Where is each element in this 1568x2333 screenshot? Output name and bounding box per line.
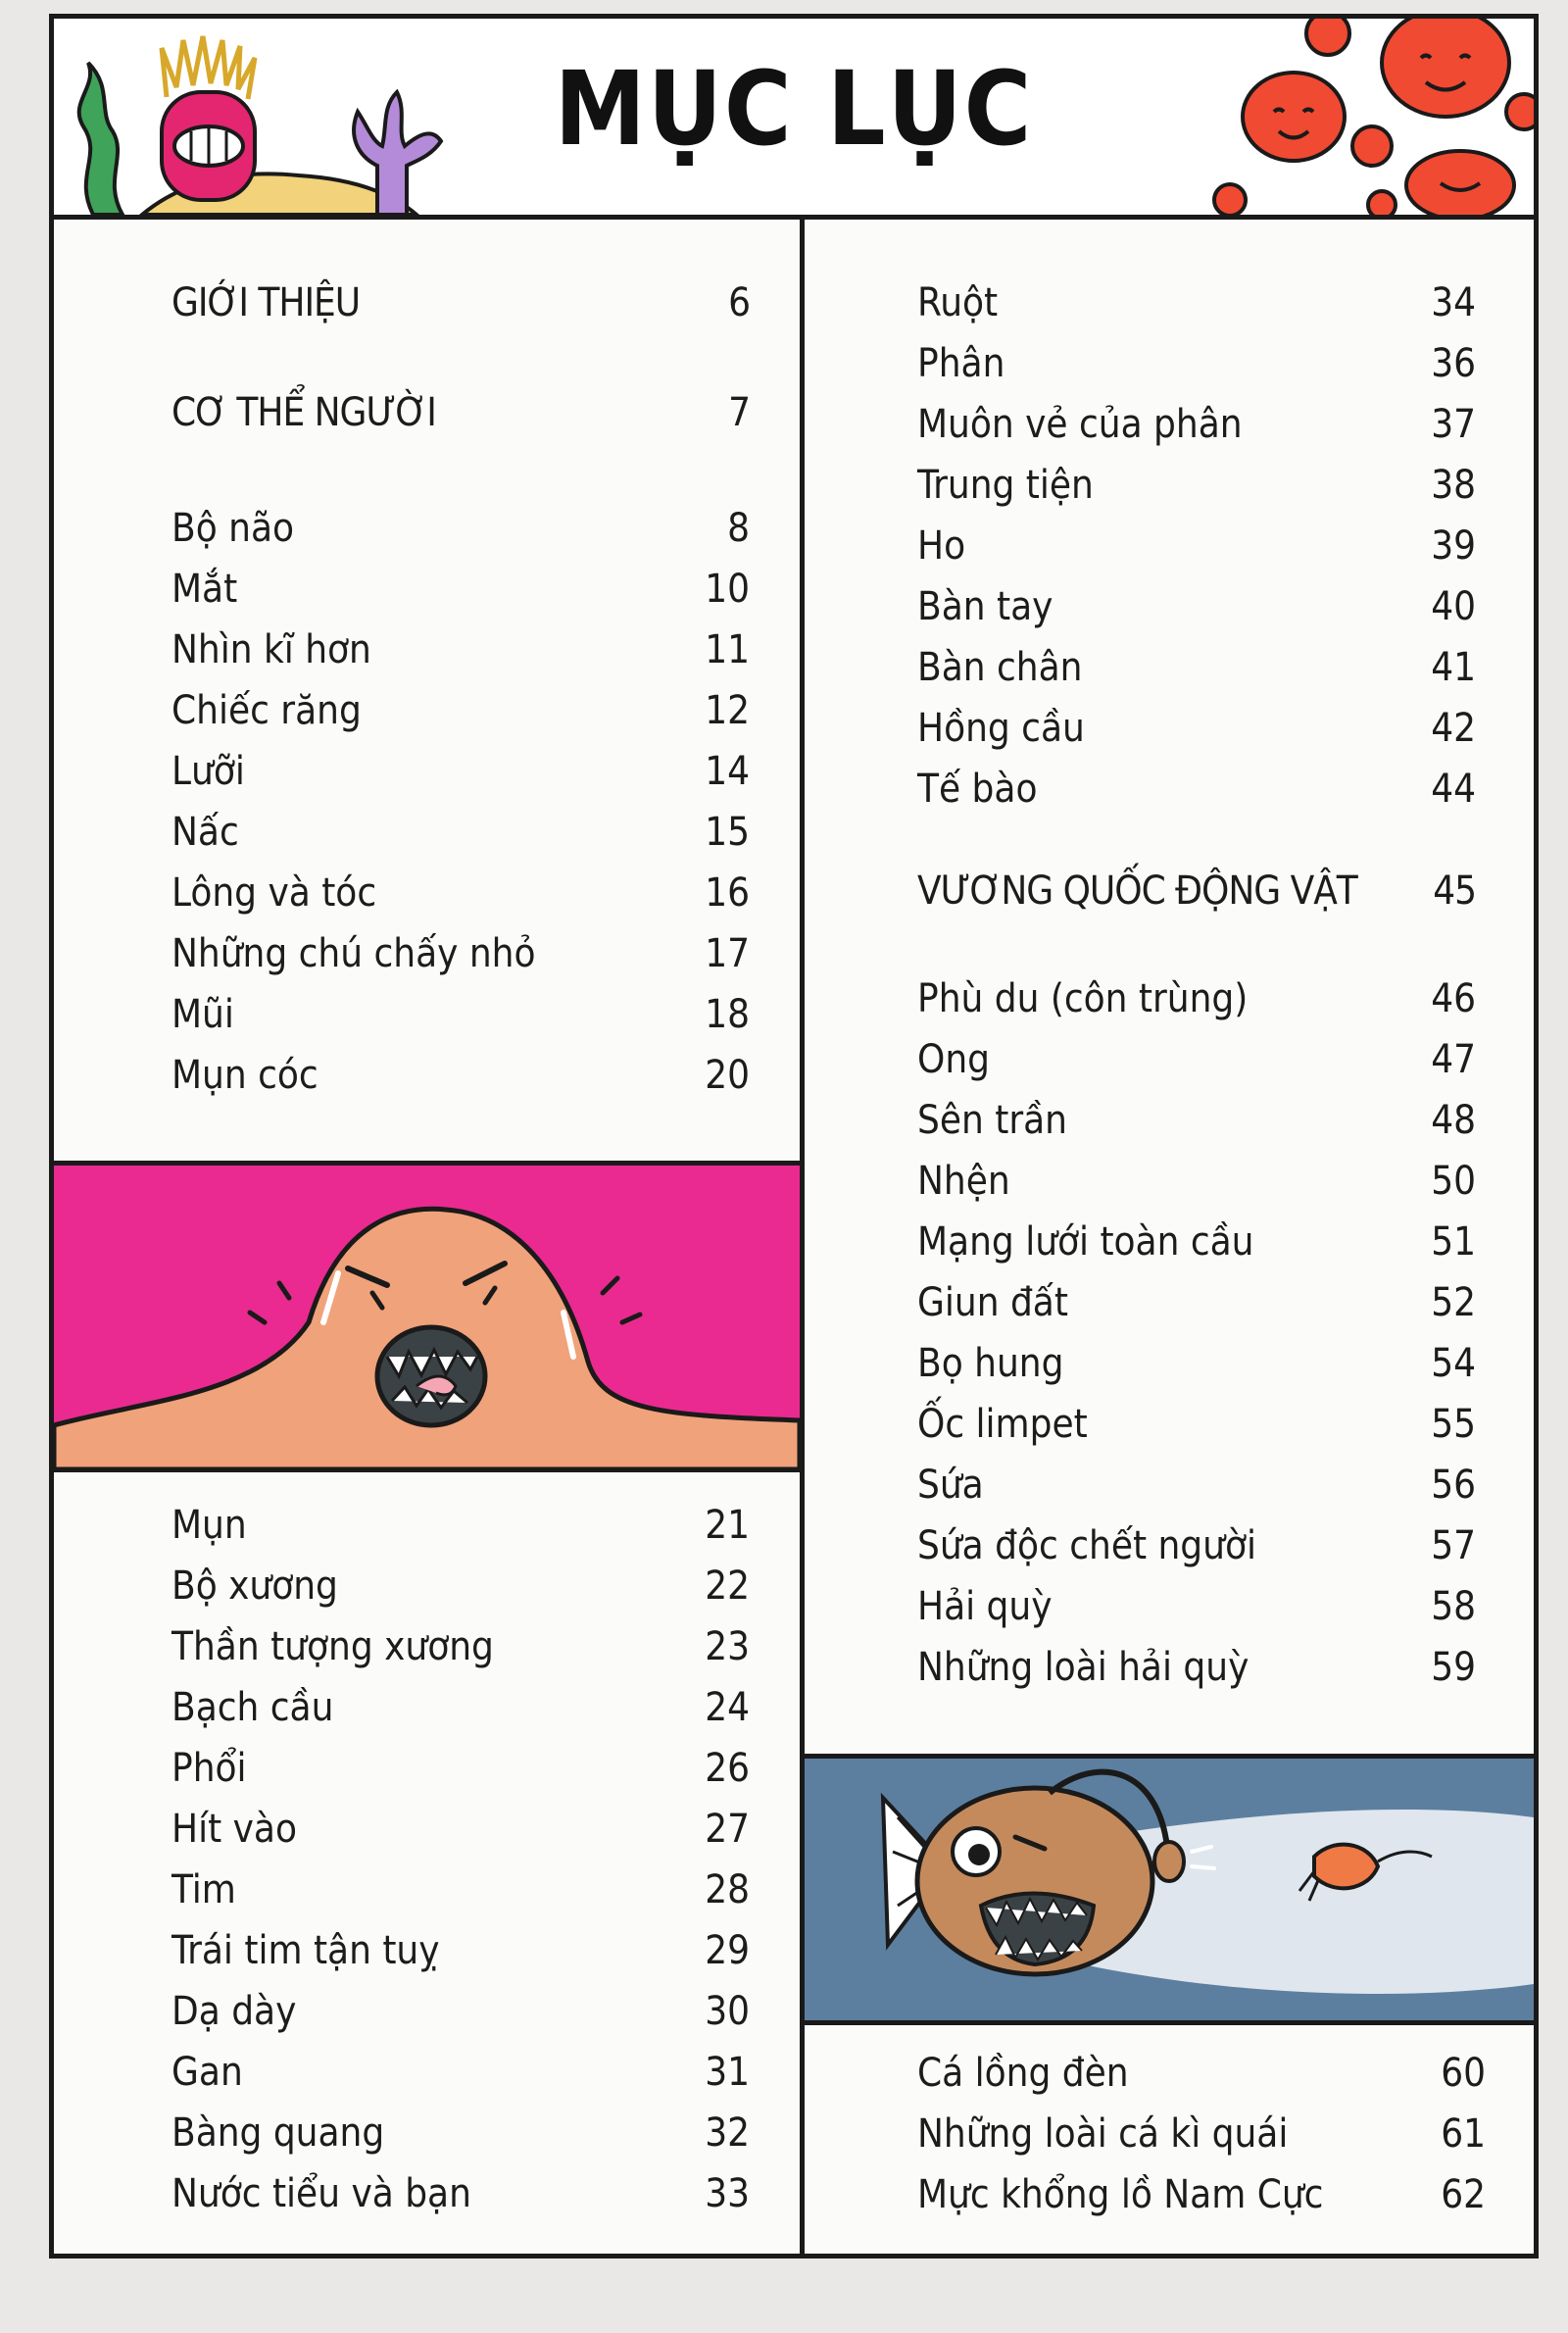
toc-entry-title: Mụn cóc [172,1053,318,1098]
toc-entry-page: 6 [728,280,750,325]
toc-entry-title: Bạch cầu [172,1685,334,1730]
toc-left-bottom [54,1474,795,2239]
toc-entry [172,383,750,442]
toc-entry-page: 8 [727,506,750,551]
toc-entry-title: Những chú chấy nhỏ [172,931,536,976]
toc-entry-page: 50 [1431,1159,1476,1204]
toc-entry [917,577,1476,636]
toc-entry [917,456,1476,515]
toc-entry-title: Ong [917,1037,990,1082]
toc-entry-title: Những loài hải quỳ [917,1645,1250,1690]
toc-entry [917,699,1476,758]
toc-entry-title: Muôn vẻ của phân [917,402,1243,447]
toc-entry [917,1516,1476,1575]
toc-entry-title: Hồng cầu [917,706,1085,751]
toc-entry-page: 51 [1431,1219,1476,1265]
toc-entry-page: 61 [1441,2111,1486,2157]
toc-entry-page: 30 [705,1989,750,2034]
toc-entry-page: 41 [1431,645,1476,690]
toc-entry [917,760,1476,819]
toc-entry [172,1678,750,1737]
toc-entry-page: 55 [1431,1402,1476,1447]
toc-entry [172,1617,750,1676]
toc-entry-page: 62 [1441,2172,1486,2217]
toc-entry [172,1557,750,1615]
toc-entry-page: 16 [705,870,750,916]
toc-entry [172,1921,750,1980]
toc-entry [917,1395,1476,1454]
toc-entry-title: Bọ hung [917,1341,1064,1386]
toc-entry-title: Sên trần [917,1098,1067,1143]
toc-page [49,14,1539,2259]
toc-entry-page: 21 [705,1503,750,1548]
toc-entry-title: Nấc [172,810,239,855]
toc-entry-page: 58 [1431,1584,1476,1629]
toc-entry-title: Những loài cá kì quái [917,2111,1289,2157]
toc-entry-page: 24 [705,1685,750,1730]
toc-entry-title: Chiếc răng [172,688,362,733]
toc-entry [172,1739,750,1798]
toc-left-top [54,220,795,1166]
toc-entry-title: Thần tượng xương [172,1624,494,1669]
toc-entry-page: 34 [1431,280,1476,325]
toc-entry [172,1982,750,2041]
toc-entry [172,2104,750,2162]
toc-entry [917,2044,1486,2103]
toc-entry-page: 12 [705,688,750,733]
toc-entry [917,517,1476,575]
toc-entry-page: 11 [705,627,750,672]
toc-entry-title: Mũi [172,992,234,1037]
toc-entry-page: 57 [1431,1523,1476,1568]
toc-entry-title: Tế bào [917,767,1038,812]
toc-entry-title: Bộ não [172,506,294,551]
anglerfish-illustration [805,1759,1534,2023]
toc-entry [172,2043,750,2102]
toc-entry-title: Nước tiểu và bạn [172,2171,471,2216]
toc-entry [172,681,750,740]
toc-entry [172,499,750,558]
toc-entry-page: 14 [705,749,750,794]
toc-entry-page: 33 [705,2171,750,2216]
toc-entry [172,985,750,1044]
toc-entry-page: 22 [705,1564,750,1609]
toc-entry [172,560,750,619]
panel-border [805,2020,1534,2025]
toc-entry [172,1496,750,1555]
toc-entry-title: Nhìn kĩ hơn [172,627,371,672]
toc-entry-title: Ho [917,523,966,569]
toc-entry-page: 45 [1433,869,1476,914]
toc-entry [172,1800,750,1859]
toc-right-top [805,220,1534,1763]
toc-entry-title: CƠ THỂ NGƯỜI [172,390,436,435]
toc-entry [172,2164,750,2223]
toc-entry-page: 56 [1431,1463,1476,1508]
toc-entry-page: 31 [705,2050,750,2095]
toc-entry-title: Mực khổng lồ Nam Cực [917,2172,1324,2217]
page-title: MỤC LỤC [554,49,1034,169]
toc-entry [172,742,750,801]
toc-entry-page: 23 [705,1624,750,1669]
angry-blob-illustration [54,1166,800,1469]
toc-entry-page: 15 [705,810,750,855]
panel-border [54,1467,800,1472]
toc-entry [917,1030,1476,1089]
toc-entry-title: Tim [172,1867,236,1912]
toc-entry-title: Gan [172,2050,243,2095]
toc-entry [917,638,1476,697]
toc-entry [917,334,1476,393]
toc-entry-title: Nhện [917,1159,1010,1204]
toc-entry [917,1213,1476,1271]
toc-entry-title: Bàng quang [172,2110,385,2156]
toc-entry [172,924,750,983]
toc-entry-page: 10 [705,567,750,612]
toc-entry-title: GIỚI THIỆU [172,280,361,325]
toc-entry-page: 46 [1431,976,1476,1021]
toc-entry-page: 59 [1431,1645,1476,1690]
toc-entry-title: VƯƠNG QUỐC ĐỘNG VẬT [917,869,1357,914]
toc-entry-page: 52 [1431,1280,1476,1325]
toc-entry-page: 29 [705,1928,750,1973]
toc-entry [172,803,750,862]
toc-entry [917,1152,1476,1211]
toc-entry-page: 36 [1431,341,1476,386]
toc-entry-title: Mạng lưới toàn cầu [917,1219,1254,1265]
toc-entry-page: 28 [705,1867,750,1912]
red-bubbles-illustration [1200,19,1534,215]
header-banner [54,19,1534,220]
toc-entry-title: Cá lồng đèn [917,2051,1129,2096]
toc-entry [917,969,1476,1028]
toc-entry [172,1861,750,1919]
toc-entry-title: Hải quỳ [917,1584,1053,1629]
toc-entry [172,864,750,922]
toc-entry [172,1046,750,1105]
toc-entry-title: Giun đất [917,1280,1068,1325]
anglerfish-illustration-panel [805,1759,1534,2023]
toc-entry [917,2165,1486,2224]
toc-entry-title: Lông và tóc [172,870,377,916]
toc-entry [917,273,1476,332]
toc-entry [917,2105,1486,2163]
toc-entry [917,1638,1476,1697]
toc-entry-page: 27 [705,1807,750,1852]
toc-entry [917,1577,1476,1636]
toc-entry-title: Ruột [917,280,999,325]
toc-entry-page: 48 [1431,1098,1476,1143]
toc-entry [917,1456,1476,1514]
toc-entry-title: Sứa [917,1463,984,1508]
toc-entry-title: Ốc limpet [917,1402,1088,1447]
toc-entry-page: 54 [1431,1341,1476,1386]
toc-entry [917,1091,1476,1150]
toc-entry-page: 7 [728,390,750,435]
toc-entry-title: Trái tim tận tuỵ [172,1928,440,1973]
toc-entry-page: 17 [705,931,750,976]
toc-entry-page: 44 [1431,767,1476,812]
toc-entry-page: 60 [1441,2051,1486,2096]
toc-entry [172,273,750,332]
toc-entry-page: 38 [1431,463,1476,508]
monster-illustration-panel [54,1166,800,1469]
toc-right-bottom [805,2026,1534,2252]
toc-entry [917,395,1476,454]
toc-entry [172,620,750,679]
toc-entry-title: Mụn [172,1503,247,1548]
toc-entry-title: Trung tiện [917,463,1094,508]
toc-entry-page: 32 [705,2110,750,2156]
toc-entry-title: Phù du (côn trùng) [917,976,1249,1021]
toc-entry [917,1334,1476,1393]
toc-entry-page: 47 [1431,1037,1476,1082]
toc-entry-page: 18 [705,992,750,1037]
toc-entry-page: 39 [1431,523,1476,569]
toc-entry-page: 40 [1431,584,1476,629]
toc-entry [917,1273,1476,1332]
toc-entry [917,862,1476,920]
toc-entry-page: 20 [705,1053,750,1098]
toc-entry-title: Bàn chân [917,645,1083,690]
toc-entry-title: Phân [917,341,1005,386]
toc-entry-title: Dạ dày [172,1989,297,2034]
toc-entry-title: Bộ xương [172,1564,338,1609]
toc-entry-title: Bàn tay [917,584,1054,629]
toc-entry-page: 26 [705,1746,750,1791]
toc-entry-title: Mắt [172,567,238,612]
toc-entry-title: Lưỡi [172,749,245,794]
toc-entry-title: Hít vào [172,1807,297,1852]
toc-entry-page: 42 [1431,706,1476,751]
toc-entry-title: Phổi [172,1746,247,1791]
toc-entry-title: Sứa độc chết người [917,1523,1256,1568]
toc-entry-page: 37 [1431,402,1476,447]
